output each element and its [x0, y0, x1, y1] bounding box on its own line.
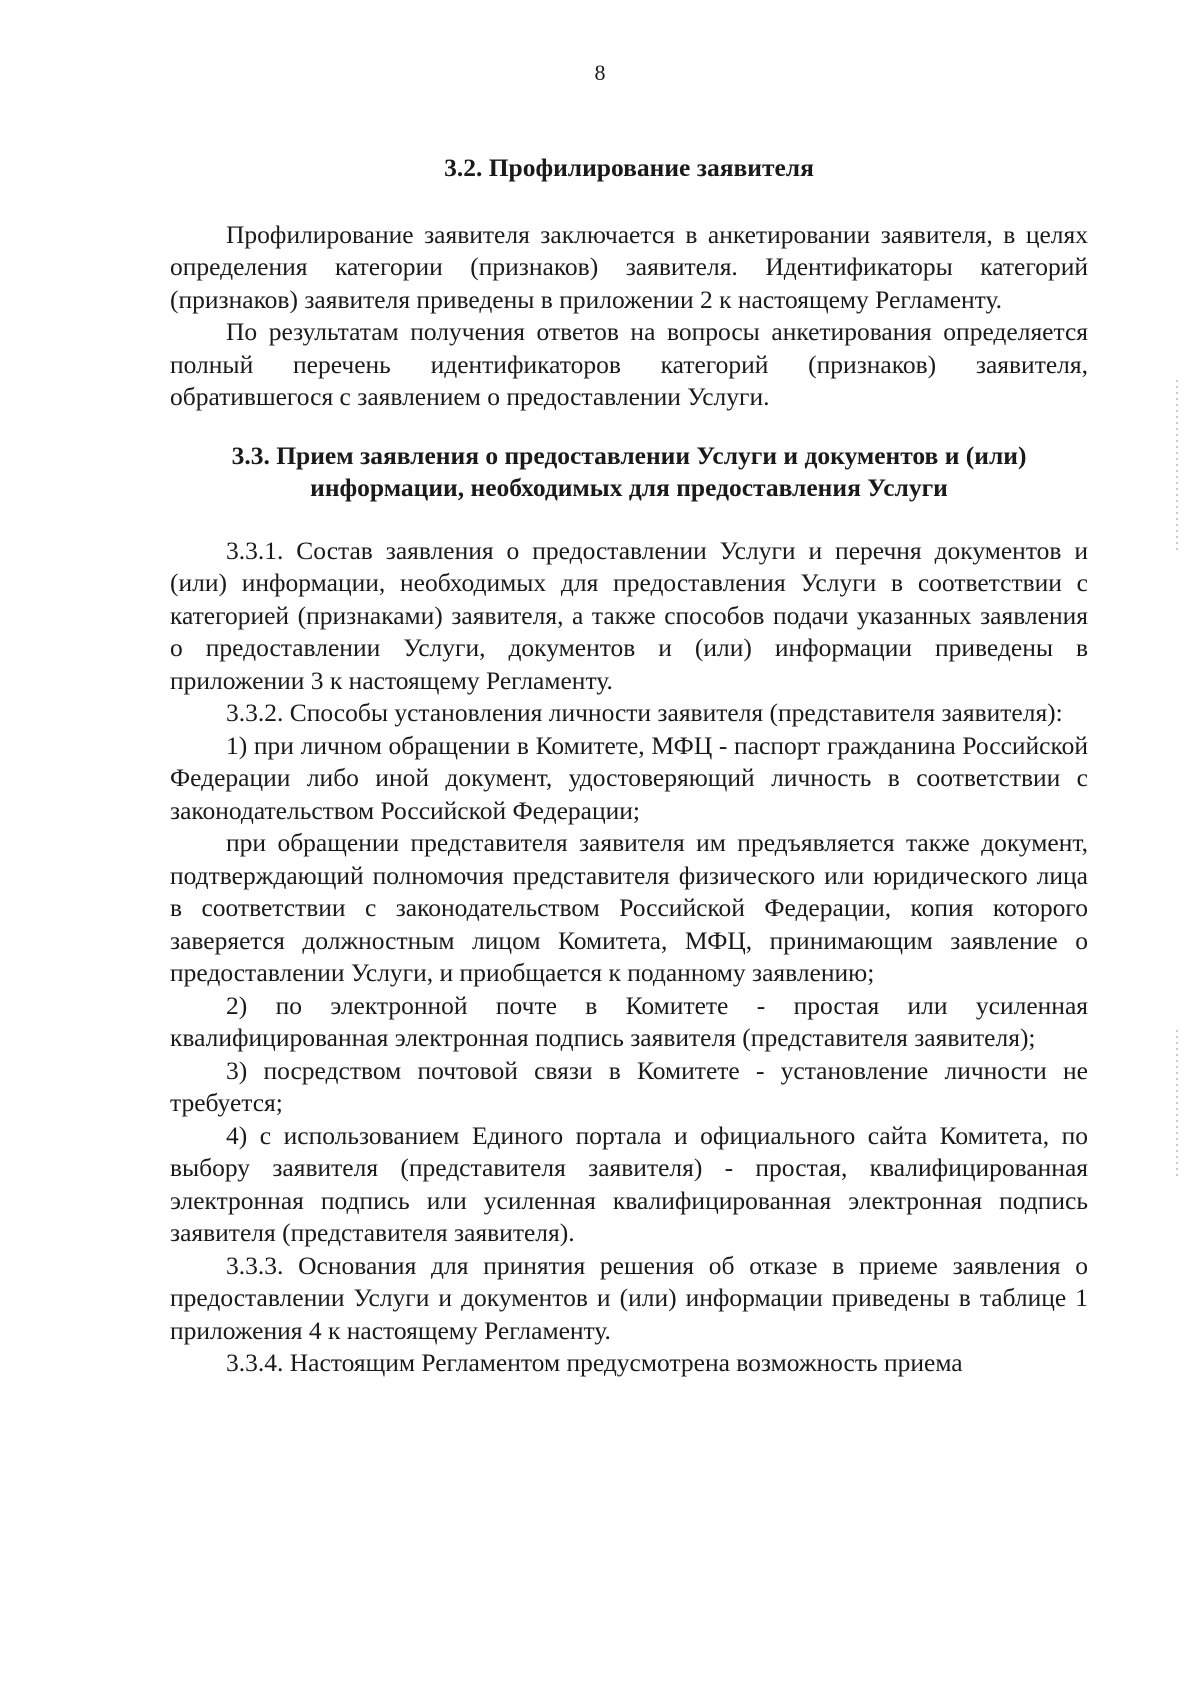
- paragraph: 3.3.4. Настоящим Регламентом предусмотрена возможность приема: [226, 1348, 963, 1377]
- section-3-2-heading: 3.2. Профилирование заявителя: [444, 153, 814, 182]
- list-item: 3) посредством почтовой связи в Комитете - установление личности не требуется;: [170, 1055, 1088, 1117]
- document-body: [170, 152, 1088, 1380]
- paragraph: при обращении представителя заявителя им предъявляется также документ, подтверждающий полномочия представителя физического или юридического лица в соответствии с законодательством Российской Федерации, копия которого заверяется должностным лицом Комитета, МФЦ, принимающим заявление о предоставлении Услуги, и приобщается к поданному заявлению;: [170, 828, 1088, 987]
- list-item: 2) по электронной почте в Комитете - простая или усиленная квалифицированная электронная подпись заявителя (представителя заявителя);: [170, 990, 1088, 1052]
- paragraph: 3.3.1. Состав заявления о предоставлении Услуги и перечня документов и (или) информации, необходимых для предоставления Услуги в соответствии с категорией (признаками) заявителя, а также способов подачи указанных заявления о предоставлении Услуги, документов и (или) информации приведены в приложении 3 к настоящему Регламенту.: [170, 535, 1088, 695]
- scan-edge-mark: [1176, 380, 1178, 550]
- paragraph: Профилирование заявителя заключается в анкетировании заявителя, в целях определения категории (признаков) заявителя. Идентификаторы категорий (признаков) заявителя приведены в приложении 2 к настоящему Регламенту.: [170, 219, 1088, 314]
- list-item: 4) с использованием Единого портала и официального сайта Комитета, по выбору заявителя (представителя заявителя) - простая, квалифицированная электронная подпись или усиленная квалифицированная электронная подпись заявителя (представителя заявителя).: [170, 1120, 1088, 1247]
- scan-edge-mark: [1176, 1030, 1178, 1180]
- paragraph: 3.3.2. Способы установления личности заявителя (представителя заявителя):: [226, 698, 1063, 727]
- page-number: 8: [594, 60, 606, 85]
- paragraph: 3.3.3. Основания для принятия решения об отказе в приеме заявления о предоставлении Услуги и документов и (или) информации приведены в таблице 1 приложения 4 к настоящему Регламенту.: [170, 1250, 1088, 1345]
- list-item: 1) при личном обращении в Комитете, МФЦ - паспорт гражданина Российской Федерации либо иной документ, удостоверяющий личность в соответствии с законодательством Российской Федерации;: [170, 730, 1088, 825]
- paragraph: По результатам получения ответов на вопросы анкетирования определяется полный перечень идентификаторов категорий (признаков) заявителя, обратившегося с заявлением о предоставлении Услуги.: [170, 317, 1088, 411]
- section-3-3-heading: 3.3. Прием заявления о предоставлении Услуги и документов и (или) информации, необходимых для предоставления Услуги: [231, 440, 1027, 502]
